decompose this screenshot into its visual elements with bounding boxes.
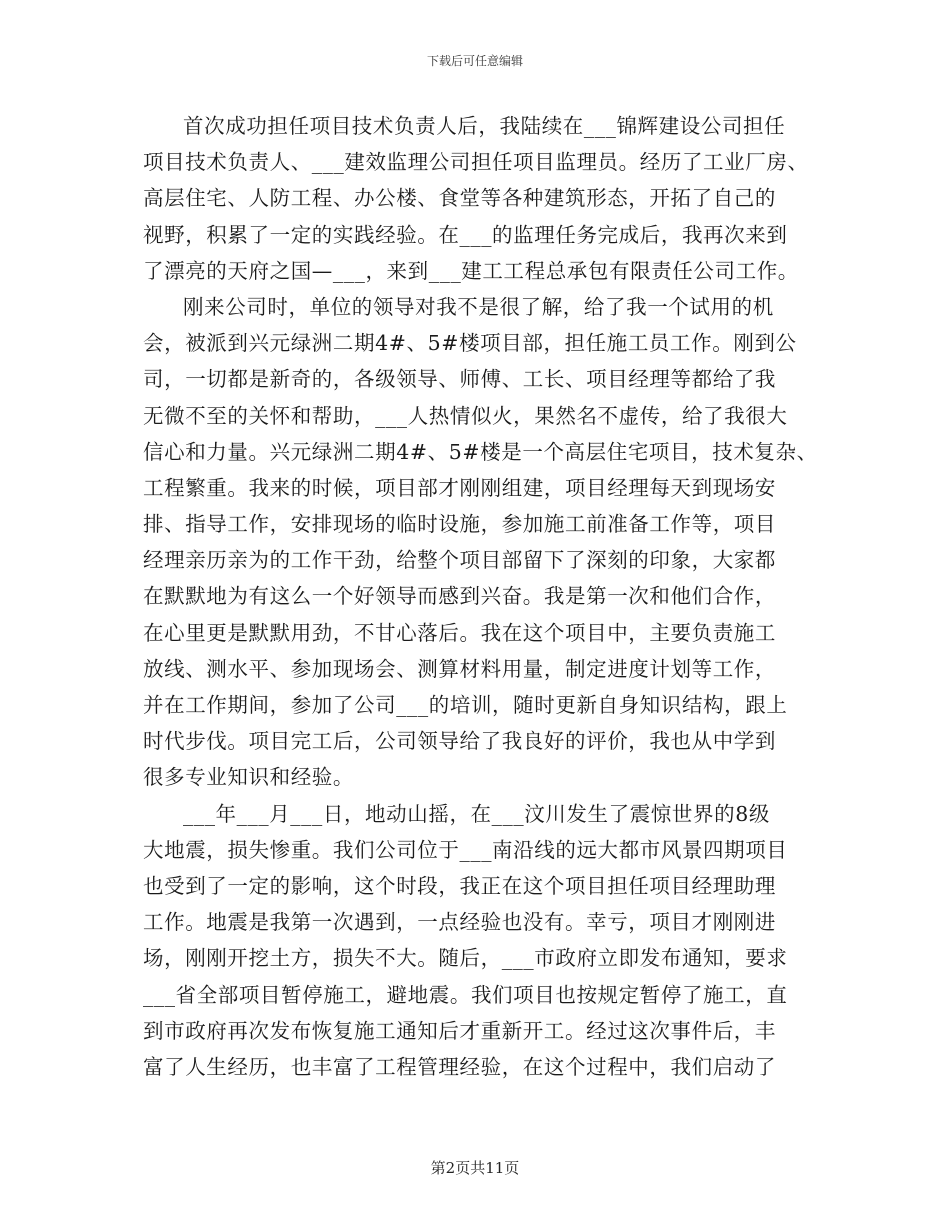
text-line: 会，被派到兴元绿洲二期4#、5#楼项目部，担任施工员工作。刚到公 (143, 331, 797, 356)
text-line: 经理亲历亲为的工作干劲，给整个项目部留下了深刻的印象，大家都 (143, 548, 776, 573)
text-line: 高层住宅、人防工程、办公楼、食堂等各种建筑形态，开拓了自己的 (143, 186, 776, 211)
page-header-note: 下载后可任意编辑 (426, 54, 523, 68)
text-line: 工程繁重。我来的时候，项目部才刚刚组建，项目经理每天到现场安 (143, 475, 776, 500)
document-body (143, 108, 818, 1085)
text-line: 富了人生经历，也丰富了工程管理经验，在这个过程中，我们启动了 (143, 1054, 776, 1079)
text-line: 放线、测水平、参加现场会、测算材料用量，制定进度计划等工作， (143, 656, 776, 681)
text-line: 刚来公司时，单位的领导对我不是很了解，给了我一个试用的机 (183, 294, 774, 319)
text-line: 在心里更是默默用劲，不甘心落后。我在这个项目中，主要负责施工 (143, 620, 776, 645)
text-line: 很多专业知识和经验。 (143, 765, 354, 790)
text-line: 也受到了一定的影响，这个时段，我正在这个项目担任项目经理助理 (143, 873, 776, 898)
text-line: 了漂亮的天府之国—___，来到___建工工程总承包有限责任公司工作。 (143, 258, 799, 283)
text-line: 首次成功担任项目技术负责人后，我陆续在___锦辉建设公司担任 (183, 114, 786, 138)
text-line: 到市政府再次发布恢复施工通知后才重新开工。经过这次事件后，丰 (143, 1018, 776, 1043)
text-line: 场，刚刚开挖土方，损失不大。随后，___市政府立即发布通知，要求 (143, 946, 788, 971)
text-line: 无微不至的关怀和帮助，___人热情似火，果然名不虚传，给了我很大 (143, 403, 788, 428)
text-line: 视野，积累了一定的实践经验。在___的监理任务完成后，我再次来到 (143, 222, 788, 247)
text-line: 项目技术负责人、___建效监理公司担任项目监理员。经历了工业厂房、 (143, 150, 809, 175)
text-line: ___省全部项目暂停施工，避地震。我们项目也按规定暂停了施工，直 (143, 982, 788, 1007)
text-line: 在默默地为有这么一个好领导而感到兴奋。我是第一次和他们合作， (143, 584, 776, 609)
page-number: 第2页共11页 (430, 1159, 520, 1177)
text-line: ___年___月___日，地动山摇，在___汶川发生了震惊世界的8级 (183, 801, 770, 826)
text-line: 大地震，损失惨重。我们公司位于___南沿线的远大都市风景四期项目 (143, 837, 788, 862)
text-line: 时代步伐。项目完工后，公司领导给了我良好的评价，我也从中学到 (143, 729, 776, 754)
text-line: 信心和力量。兴元绿洲二期4#、5#楼是一个高层住宅项目，技术复杂、 (143, 439, 818, 464)
text-line: 司，一切都是新奇的，各级领导、师傅、工长、项目经理等都给了我 (143, 367, 776, 392)
text-line: 工作。地震是我第一次遇到，一点经验也没有。幸亏，项目才刚刚进 (143, 910, 776, 935)
text-line: 并在工作期间，参加了公司___的培训，随时更新自身知识结构，跟上 (143, 693, 788, 717)
text-line: 排、指导工作，安排现场的临时设施，参加施工前准备工作等，项目 (143, 512, 776, 537)
